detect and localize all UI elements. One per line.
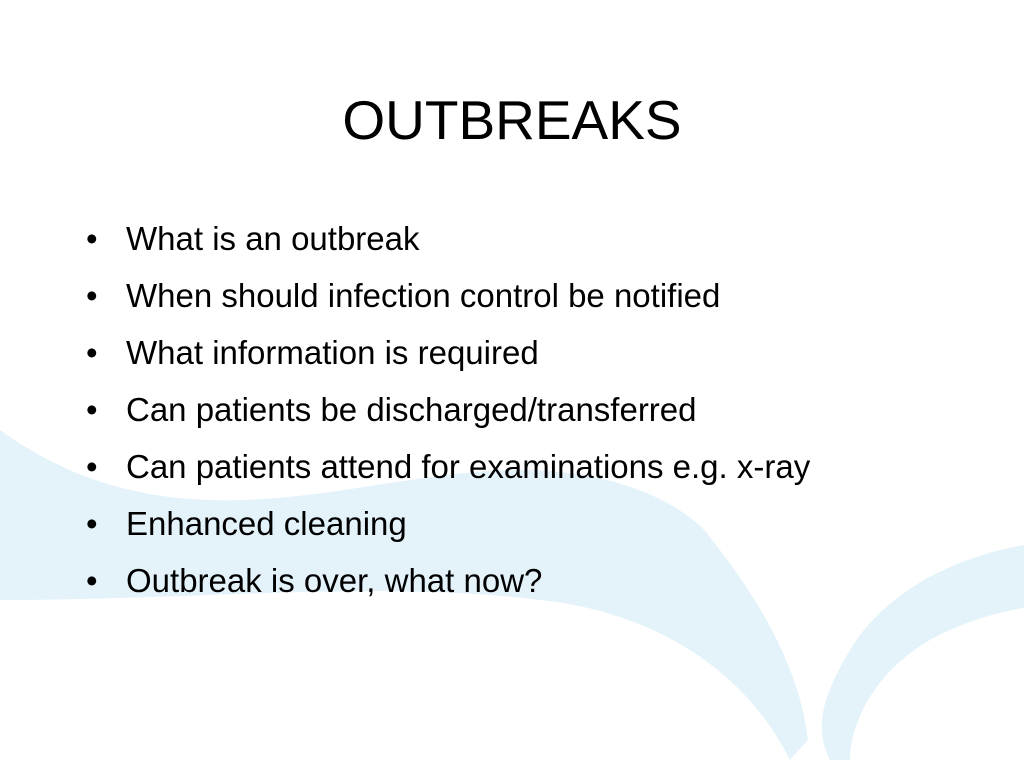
bullet-text: Enhanced cleaning — [126, 505, 407, 542]
bullet-dot: • — [86, 391, 98, 428]
bullet-dot: • — [86, 277, 98, 314]
bullet-dot: • — [86, 334, 98, 371]
bullet-dot: • — [86, 562, 98, 599]
bullet-text: Can patients be discharged/transferred — [126, 391, 697, 428]
list-item — [84, 556, 924, 605]
list-item — [84, 271, 924, 320]
list-item — [84, 328, 924, 377]
list-item — [84, 385, 924, 434]
bullet-text: Outbreak is over, what now? — [126, 562, 543, 599]
bullet-text: What information is required — [126, 334, 539, 371]
bullet-list — [84, 214, 924, 613]
list-item — [84, 499, 924, 548]
bullet-dot: • — [86, 220, 98, 257]
slide-title: OUTBREAKS — [342, 89, 682, 151]
bullet-text: When should infection control be notified — [126, 277, 721, 314]
list-item — [84, 214, 924, 263]
bullet-dot: • — [86, 505, 98, 542]
list-item — [84, 442, 924, 491]
bullet-text: Can patients attend for examinations e.g. x-ray — [126, 448, 811, 485]
bullet-dot: • — [86, 448, 98, 485]
bullet-text: What is an outbreak — [126, 220, 420, 257]
